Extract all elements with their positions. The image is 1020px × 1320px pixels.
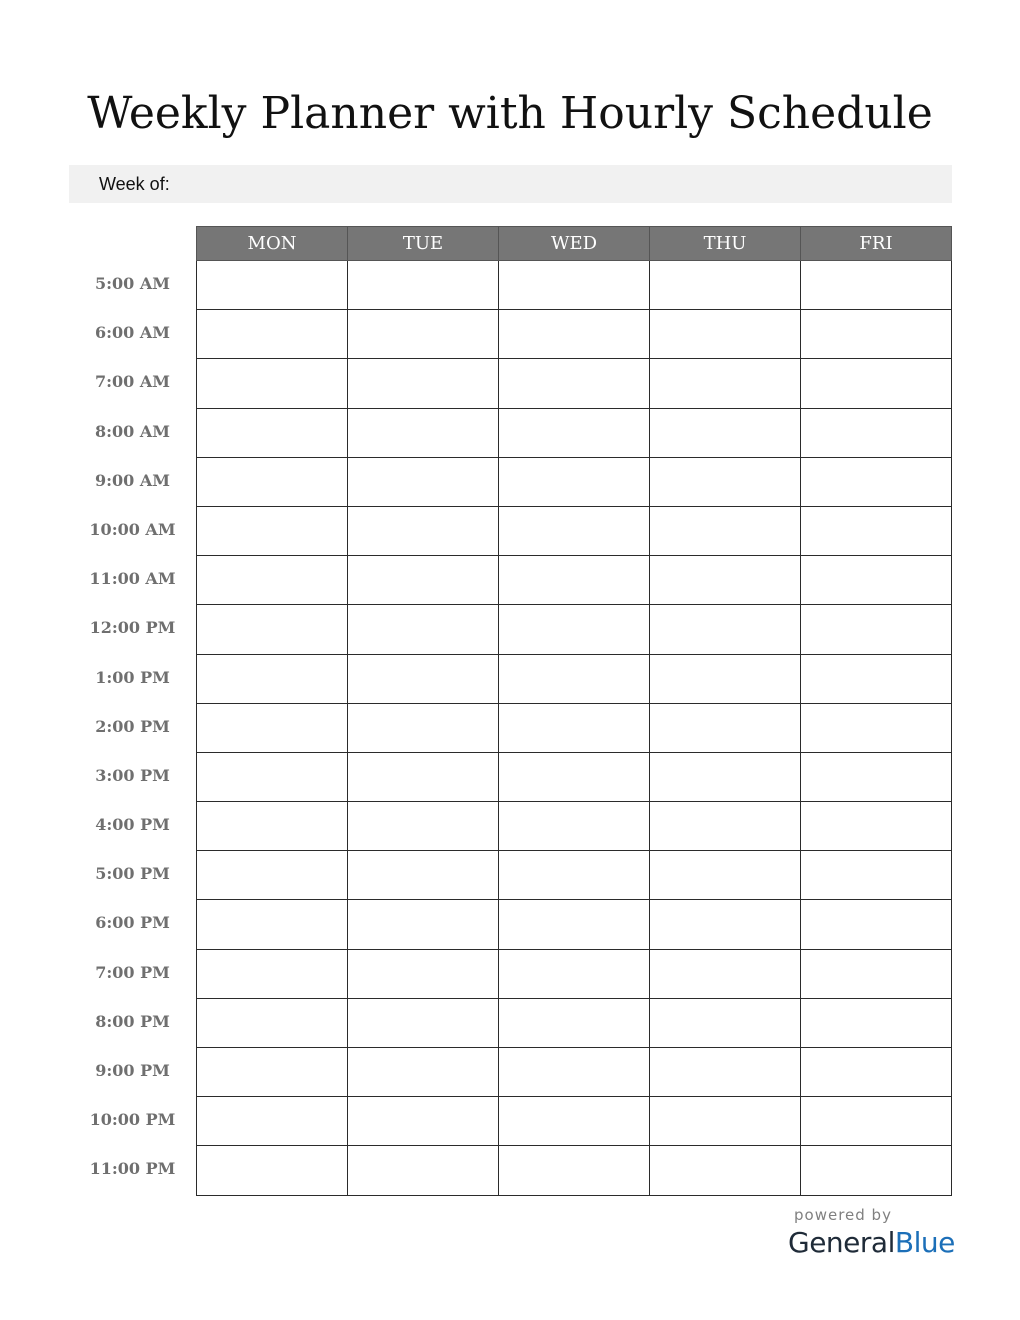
- schedule-cell-mon[interactable]: [197, 605, 348, 654]
- schedule-cell-mon[interactable]: [197, 998, 348, 1047]
- schedule-row: [197, 851, 952, 900]
- schedule-cell-wed[interactable]: [499, 605, 650, 654]
- time-label: 10:00 AM: [89, 519, 176, 539]
- schedule-cell-fri[interactable]: [801, 457, 952, 506]
- schedule-cell-wed[interactable]: [499, 703, 650, 752]
- schedule-cell-mon[interactable]: [197, 1146, 348, 1195]
- schedule-cell-tue[interactable]: [348, 998, 499, 1047]
- schedule-cell-mon[interactable]: [197, 654, 348, 703]
- schedule-cell-mon[interactable]: [197, 408, 348, 457]
- generalblue-logo: [788, 1226, 955, 1259]
- time-label: 6:00 AM: [95, 323, 170, 343]
- schedule-cell-fri[interactable]: [801, 1097, 952, 1146]
- schedule-cell-tue[interactable]: [348, 1097, 499, 1146]
- schedule-cell-thu[interactable]: [650, 408, 801, 457]
- time-label: 12:00 PM: [89, 618, 176, 638]
- schedule-cell-tue[interactable]: [348, 949, 499, 998]
- schedule-row: [197, 359, 952, 408]
- schedule-cell-fri[interactable]: [801, 703, 952, 752]
- schedule-row: [197, 1097, 952, 1146]
- schedule-cell-mon[interactable]: [197, 802, 348, 851]
- schedule-cell-tue[interactable]: [348, 654, 499, 703]
- page-title: Weekly Planner with Hourly Schedule: [87, 88, 933, 139]
- schedule-cell-fri[interactable]: [801, 752, 952, 801]
- schedule-row: [197, 703, 952, 752]
- schedule-cell-thu[interactable]: [650, 605, 801, 654]
- time-label: 7:00 AM: [95, 372, 170, 392]
- schedule-row: [197, 998, 952, 1047]
- schedule-cell-wed[interactable]: [499, 556, 650, 605]
- time-label: 5:00 PM: [95, 864, 170, 884]
- schedule-cell-fri[interactable]: [801, 556, 952, 605]
- schedule-row: [197, 1048, 952, 1097]
- schedule-cell-thu[interactable]: [650, 752, 801, 801]
- time-label: 6:00 PM: [95, 913, 170, 933]
- day-header-thu: THU: [650, 227, 801, 261]
- schedule-cell-thu[interactable]: [650, 1048, 801, 1097]
- schedule-row: [197, 802, 952, 851]
- schedule-row: [197, 752, 952, 801]
- schedule-cell-wed[interactable]: [499, 752, 650, 801]
- schedule-cell-tue[interactable]: [348, 605, 499, 654]
- schedule-cell-fri[interactable]: [801, 310, 952, 359]
- schedule-cell-fri[interactable]: [801, 408, 952, 457]
- schedule-row: [197, 556, 952, 605]
- schedule-cell-mon[interactable]: [197, 900, 348, 949]
- schedule-cell-fri[interactable]: [801, 506, 952, 555]
- schedule-cell-tue[interactable]: [348, 359, 499, 408]
- schedule-cell-fri[interactable]: [801, 949, 952, 998]
- time-column: [69, 259, 196, 1194]
- schedule-cell-tue[interactable]: [348, 1146, 499, 1195]
- schedule-cell-tue[interactable]: [348, 457, 499, 506]
- schedule-cell-mon[interactable]: [197, 949, 348, 998]
- schedule-cell-wed[interactable]: [499, 1146, 650, 1195]
- schedule-cell-thu[interactable]: [650, 1097, 801, 1146]
- schedule-cell-tue[interactable]: [348, 261, 499, 310]
- schedule-cell-wed[interactable]: [499, 408, 650, 457]
- schedule-cell-tue[interactable]: [348, 556, 499, 605]
- schedule-cell-mon[interactable]: [197, 703, 348, 752]
- schedule-cell-thu[interactable]: [650, 556, 801, 605]
- schedule-row: [197, 457, 952, 506]
- time-label: 8:00 AM: [95, 421, 170, 441]
- schedule-cell-wed[interactable]: [499, 506, 650, 555]
- time-label: 11:00 PM: [89, 1159, 176, 1179]
- schedule-cell-tue[interactable]: [348, 1048, 499, 1097]
- schedule-cell-mon[interactable]: [197, 359, 348, 408]
- schedule-row: [197, 310, 952, 359]
- schedule-cell-fri[interactable]: [801, 605, 952, 654]
- schedule-cell-wed[interactable]: [499, 851, 650, 900]
- day-header-wed: WED: [499, 227, 650, 261]
- time-label: 8:00 PM: [95, 1011, 170, 1031]
- schedule-cell-mon[interactable]: [197, 752, 348, 801]
- schedule-cell-fri[interactable]: [801, 1048, 952, 1097]
- schedule-cell-wed[interactable]: [499, 654, 650, 703]
- time-label: 10:00 PM: [89, 1110, 176, 1130]
- schedule-cell-thu[interactable]: [650, 310, 801, 359]
- schedule-cell-thu[interactable]: [650, 998, 801, 1047]
- schedule-cell-tue[interactable]: [348, 310, 499, 359]
- logo-text-blue: Blue: [894, 1226, 955, 1259]
- schedule-cell-mon[interactable]: [197, 457, 348, 506]
- schedule-cell-mon[interactable]: [197, 1097, 348, 1146]
- time-label: 2:00 PM: [95, 716, 170, 736]
- day-header-mon: MON: [197, 227, 348, 261]
- schedule-cell-mon[interactable]: [197, 556, 348, 605]
- schedule-cell-fri[interactable]: [801, 900, 952, 949]
- schedule-cell-fri[interactable]: [801, 654, 952, 703]
- schedule-cell-fri[interactable]: [801, 1146, 952, 1195]
- schedule-cell-tue[interactable]: [348, 408, 499, 457]
- schedule-cell-thu[interactable]: [650, 703, 801, 752]
- schedule-cell-thu[interactable]: [650, 654, 801, 703]
- schedule-cell-tue[interactable]: [348, 802, 499, 851]
- schedule-cell-fri[interactable]: [801, 359, 952, 408]
- day-header-fri: FRI: [801, 227, 952, 261]
- schedule-cell-wed[interactable]: [499, 802, 650, 851]
- schedule-row: [197, 1146, 952, 1195]
- schedule-cell-mon[interactable]: [197, 310, 348, 359]
- schedule-cell-thu[interactable]: [650, 1146, 801, 1195]
- schedule-cell-tue[interactable]: [348, 506, 499, 555]
- schedule-cell-tue[interactable]: [348, 851, 499, 900]
- schedule-cell-mon[interactable]: [197, 1048, 348, 1097]
- time-label: 9:00 PM: [95, 1061, 170, 1080]
- branding: [760, 1206, 960, 1266]
- schedule-row: [197, 506, 952, 555]
- schedule-cell-fri[interactable]: [801, 802, 952, 851]
- schedule-row: [197, 900, 952, 949]
- schedule-cell-mon[interactable]: [197, 506, 348, 555]
- schedule-cell-wed[interactable]: [499, 949, 650, 998]
- schedule-row: [197, 949, 952, 998]
- schedule-cell-wed[interactable]: [499, 359, 650, 408]
- week-of-label: Week of:: [99, 174, 170, 194]
- schedule-row: [197, 654, 952, 703]
- time-label: 9:00 AM: [95, 470, 170, 490]
- schedule-cell-wed[interactable]: [499, 900, 650, 949]
- time-label: 5:00 AM: [95, 274, 170, 293]
- schedule-cell-thu[interactable]: [650, 900, 801, 949]
- schedule-row: [197, 605, 952, 654]
- day-header-tue: TUE: [348, 227, 499, 261]
- schedule-cell-fri[interactable]: [801, 998, 952, 1047]
- time-label: 4:00 PM: [95, 815, 170, 835]
- schedule-cell-thu[interactable]: [650, 949, 801, 998]
- schedule-row: [197, 408, 952, 457]
- schedule-cell-mon[interactable]: [197, 261, 348, 310]
- time-label: 7:00 PM: [95, 962, 170, 982]
- time-label: 3:00 PM: [95, 765, 170, 785]
- time-label: 11:00 AM: [89, 569, 176, 589]
- schedule-cell-mon[interactable]: [197, 851, 348, 900]
- schedule-cell-wed[interactable]: [499, 310, 650, 359]
- logo-text-general: General: [788, 1226, 895, 1259]
- schedule-cell-tue[interactable]: [348, 900, 499, 949]
- week-of-bar: [69, 165, 952, 203]
- schedule-cell-thu[interactable]: [650, 261, 801, 310]
- schedule-row: [197, 261, 952, 310]
- schedule-cell-wed[interactable]: [499, 457, 650, 506]
- schedule-cell-thu[interactable]: [650, 359, 801, 408]
- schedule-cell-thu[interactable]: [650, 851, 801, 900]
- powered-by-text: powered by: [794, 1206, 892, 1224]
- day-header-row: [197, 227, 952, 261]
- schedule-cell-tue[interactable]: [348, 703, 499, 752]
- schedule-cell-thu[interactable]: [650, 506, 801, 555]
- schedule-cell-wed[interactable]: [499, 1097, 650, 1146]
- schedule-grid: [196, 226, 952, 1196]
- schedule-cell-tue[interactable]: [348, 752, 499, 801]
- schedule-cell-wed[interactable]: [499, 261, 650, 310]
- schedule-cell-wed[interactable]: [499, 998, 650, 1047]
- time-label: 1:00 PM: [95, 667, 170, 687]
- schedule-cell-thu[interactable]: [650, 457, 801, 506]
- schedule-cell-thu[interactable]: [650, 802, 801, 851]
- schedule-cell-fri[interactable]: [801, 261, 952, 310]
- schedule-cell-wed[interactable]: [499, 1048, 650, 1097]
- schedule-cell-fri[interactable]: [801, 851, 952, 900]
